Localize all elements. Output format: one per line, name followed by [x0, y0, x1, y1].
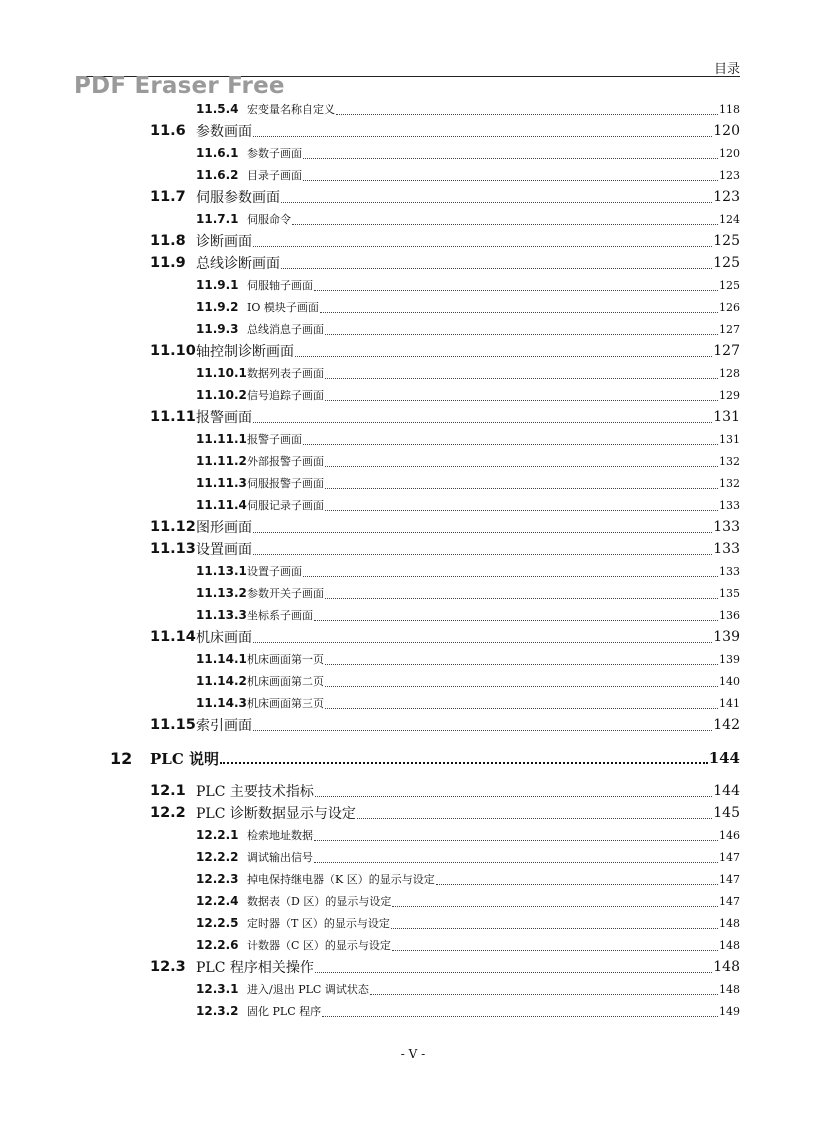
toc-entry-number: 11.6.2	[196, 168, 239, 182]
toc-entry[interactable]	[196, 494, 740, 516]
toc-entry-title: 机床画面第一页	[247, 653, 324, 666]
toc-entry-page: 128	[719, 366, 740, 380]
toc-entry-title: 伺服轴子画面	[247, 279, 313, 292]
toc-entry-number: 12.1	[150, 783, 186, 799]
toc-entry-page: 125	[713, 233, 740, 249]
toc-entry-page: 131	[713, 409, 740, 425]
toc-entry[interactable]	[150, 780, 740, 802]
toc-entry[interactable]	[196, 318, 740, 340]
toc-leader-dots	[253, 554, 712, 555]
toc-entry-number: 11.9.2	[196, 300, 239, 314]
toc-entry[interactable]	[150, 252, 740, 274]
toc-leader-dots	[314, 620, 718, 621]
toc-entry[interactable]	[196, 670, 740, 692]
toc-entry-page: 133	[719, 498, 740, 512]
toc-entry[interactable]	[150, 120, 740, 142]
toc-entry-number: 12.2.2	[196, 850, 239, 864]
toc-leader-dots	[253, 642, 712, 643]
toc-entry-number: 12.2.6	[196, 938, 239, 952]
toc-entry-number: 12	[110, 748, 133, 768]
toc-entry[interactable]	[196, 142, 740, 164]
toc-entry-page: 140	[719, 674, 740, 688]
toc-entry-number: 12.2.4	[196, 894, 239, 908]
toc-entry-page: 125	[713, 255, 740, 271]
toc-entry-number: 11.6.1	[196, 146, 239, 160]
toc-entry[interactable]	[196, 692, 740, 714]
toc-entry-number: 11.9	[150, 255, 186, 271]
toc-leader-dots	[292, 224, 718, 225]
toc-entry-page: 144	[713, 783, 740, 799]
toc-leader-dots	[392, 950, 718, 951]
toc-leader-dots	[253, 246, 712, 247]
toc-entry-page: 124	[719, 212, 740, 226]
toc-entry-number: 11.8	[150, 233, 186, 249]
toc-entry-page: 148	[719, 982, 740, 996]
toc-entry-number: 11.11.2	[196, 454, 247, 468]
toc-leader-dots	[325, 664, 718, 665]
toc-entry-page: 133	[713, 541, 740, 557]
toc-entry-number: 12.2.5	[196, 916, 239, 930]
toc-entry-page: 136	[719, 608, 740, 622]
toc-entry-number: 11.10.1	[196, 366, 247, 380]
toc-leader-dots	[320, 312, 718, 313]
toc-entry-page: 133	[713, 519, 740, 535]
toc-leader-dots	[325, 510, 718, 511]
toc-leader-dots	[253, 730, 712, 731]
toc-entry-number: 11.13.3	[196, 608, 247, 622]
toc-entry-title: 机床画面第二页	[247, 675, 324, 688]
toc-entry-title: 外部报警子画面	[247, 455, 324, 468]
toc-leader-dots	[325, 708, 718, 709]
toc-entry[interactable]	[196, 978, 740, 1000]
toc-entry[interactable]	[196, 164, 740, 186]
toc-leader-dots	[281, 268, 712, 269]
toc-entry[interactable]	[150, 802, 740, 824]
toc-leader-dots	[281, 202, 712, 203]
toc-entry-title: 报警子画面	[247, 433, 302, 446]
toc-entry-number: 11.11	[150, 409, 196, 425]
toc-entry[interactable]	[196, 362, 740, 384]
toc-entry-page: 126	[719, 300, 740, 314]
toc-entry-page: 148	[719, 916, 740, 930]
toc-entry-title: 参数子画面	[247, 147, 302, 160]
toc-entry-title: 机床画面	[196, 630, 252, 646]
toc-entry[interactable]	[196, 98, 740, 120]
toc-leader-dots	[325, 334, 718, 335]
toc-entry[interactable]	[196, 890, 740, 912]
toc-entry-title: PLC 程序相关操作	[196, 960, 314, 976]
toc-entry-title: 进入/退出 PLC 调试状态	[247, 983, 369, 996]
toc-entry-number: 11.6	[150, 123, 186, 139]
header-title: 目录	[713, 62, 740, 77]
toc-entry[interactable]	[110, 747, 740, 769]
toc-entry-number: 11.11.3	[196, 476, 247, 490]
toc-entry[interactable]	[196, 274, 740, 296]
toc-entry[interactable]	[196, 582, 740, 604]
toc-entry-page: 132	[719, 476, 740, 490]
toc-entry-page: 139	[713, 629, 740, 645]
toc-leader-dots	[325, 466, 718, 467]
toc-entry-title: PLC 诊断数据显示与设定	[196, 806, 356, 822]
toc-entry-page: 127	[713, 343, 740, 359]
toc-entry-title: 参数画面	[196, 124, 252, 140]
toc-leader-dots	[315, 796, 712, 797]
toc-entry-title: 索引画面	[196, 718, 252, 734]
toc-entry[interactable]	[150, 538, 740, 560]
toc-entry-title: 伺服参数画面	[196, 190, 280, 206]
toc-leader-dots	[436, 884, 718, 885]
toc-entry-title: 伺服命令	[247, 213, 291, 226]
toc-entry[interactable]	[150, 340, 740, 362]
toc-entry[interactable]	[196, 846, 740, 868]
toc-entry-title: 计数器（C 区）的显示与设定	[247, 939, 391, 952]
toc-entry[interactable]	[196, 868, 740, 890]
toc-entry-page: 120	[719, 146, 740, 160]
toc-entry-title: 检索地址数据	[247, 829, 313, 842]
toc-leader-dots	[303, 576, 718, 577]
toc-entry-title: 数据表（D 区）的显示与设定	[247, 895, 392, 908]
toc-entry[interactable]	[196, 560, 740, 582]
toc-entry-title: 伺服记录子画面	[247, 499, 324, 512]
toc-leader-dots	[314, 862, 718, 863]
toc-entry-number: 11.11.4	[196, 498, 247, 512]
toc-entry[interactable]	[196, 384, 740, 406]
toc-entry-page: 127	[719, 322, 740, 336]
toc-entry-number: 11.5.4	[196, 102, 239, 116]
toc-entry[interactable]	[196, 428, 740, 450]
toc-leader-dots	[303, 158, 718, 159]
toc-leader-dots	[325, 686, 718, 687]
toc-leader-dots	[303, 444, 718, 445]
toc-entry-page: 144	[708, 749, 740, 767]
toc-entry-title: 调试输出信号	[247, 851, 313, 864]
toc-entry-number: 12.2.1	[196, 828, 239, 842]
toc-entry-number: 11.15	[150, 717, 196, 733]
toc-entry-title: 伺服报警子画面	[247, 477, 324, 490]
toc-entry-title: 设置子画面	[247, 565, 302, 578]
toc-leader-dots	[253, 136, 712, 137]
toc-leader-dots	[392, 906, 718, 907]
toc-entry-title: 报警画面	[196, 410, 252, 426]
toc-leader-dots	[391, 928, 718, 929]
toc-entry-page: 146	[719, 828, 740, 842]
toc-leader-dots	[325, 598, 718, 599]
toc-leader-dots	[253, 532, 712, 533]
toc-entry-title: 设置画面	[196, 542, 252, 558]
toc-entry[interactable]	[196, 934, 740, 956]
toc-leader-dots	[314, 290, 718, 291]
toc-entry-title: 总线诊断画面	[196, 256, 280, 272]
watermark-text: PDF Eraser Free	[74, 73, 285, 99]
toc-entry-page: 123	[719, 168, 740, 182]
toc-leader-dots	[303, 180, 718, 181]
toc-entry-number: 11.7.1	[196, 212, 239, 226]
toc-leader-dots	[325, 488, 718, 489]
toc-entry-number: 11.14	[150, 629, 196, 645]
toc-entry-page: 123	[713, 189, 740, 205]
toc-entry-page: 132	[719, 454, 740, 468]
toc-entry[interactable]	[150, 516, 740, 538]
page-number: - V -	[400, 1047, 426, 1061]
toc-entry-title: 固化 PLC 程序	[247, 1005, 322, 1018]
toc-entry-page: 125	[719, 278, 740, 292]
toc-entry-page: 133	[719, 564, 740, 578]
toc-entry[interactable]	[196, 296, 740, 318]
toc-entry[interactable]	[196, 1000, 740, 1022]
toc-entry-number: 12.2	[150, 805, 186, 821]
toc-entry-number: 11.14.1	[196, 652, 247, 666]
toc-entry-page: 129	[719, 388, 740, 402]
toc-entry-title: IO 模块子画面	[247, 301, 319, 314]
toc-leader-dots	[253, 422, 712, 423]
toc-leader-dots	[325, 378, 718, 379]
toc-entry-page: 148	[719, 938, 740, 952]
toc-entry-page: 147	[719, 894, 740, 908]
toc-entry-page: 139	[719, 652, 740, 666]
toc-entry-title: 轴控制诊断画面	[196, 344, 294, 360]
toc-entry-title: 掉电保持继电器（K 区）的显示与设定	[247, 873, 435, 886]
toc-leader-dots	[322, 1016, 718, 1017]
toc-leader-dots	[325, 400, 718, 401]
toc-entry-page: 131	[719, 432, 740, 446]
toc-leader-dots	[370, 994, 718, 995]
toc-entry-page: 148	[713, 959, 740, 975]
toc-entry-number: 11.9.3	[196, 322, 239, 336]
toc-entry-number: 11.9.1	[196, 278, 239, 292]
toc-entry-title: 总线消息子画面	[247, 323, 324, 336]
toc-entry[interactable]	[196, 648, 740, 670]
toc-entry[interactable]	[196, 824, 740, 846]
toc-entry-title: 信号追踪子画面	[247, 389, 324, 402]
toc-entry[interactable]	[196, 912, 740, 934]
toc-entry-number: 12.2.3	[196, 872, 239, 886]
toc-entry-title: 参数开关子画面	[247, 587, 324, 600]
toc-entry-title: 数据列表子画面	[247, 367, 324, 380]
toc-entry-number: 11.10.2	[196, 388, 247, 402]
toc-entry-title: 目录子画面	[247, 169, 302, 182]
toc-entry-page: 149	[719, 1004, 740, 1018]
toc-leader-dots	[315, 972, 712, 973]
toc-leader-dots	[336, 114, 718, 115]
toc-entry[interactable]	[150, 956, 740, 978]
toc-entry-title: 机床画面第三页	[247, 697, 324, 710]
toc-entry[interactable]	[150, 626, 740, 648]
toc-entry-title: PLC 说明	[150, 749, 219, 768]
toc-entry-page: 145	[713, 805, 740, 821]
toc-entry-number: 11.14.2	[196, 674, 247, 688]
toc-entry-number: 11.13.2	[196, 586, 247, 600]
toc-entry-page: 147	[719, 872, 740, 886]
toc-entry-page: 118	[719, 102, 740, 116]
toc-entry-title: 图形画面	[196, 520, 252, 536]
toc-entry[interactable]	[196, 604, 740, 626]
toc-entry-title: 定时器（T 区）的显示与设定	[247, 917, 390, 930]
toc-leader-dots	[220, 762, 708, 764]
toc-entry-title: PLC 主要技术指标	[196, 784, 314, 800]
toc-entry-number: 11.11.1	[196, 432, 247, 446]
toc-entry[interactable]	[150, 714, 740, 736]
toc-entry-number: 11.7	[150, 189, 186, 205]
toc-entry-number: 11.13.1	[196, 564, 247, 578]
toc-entry-title: 坐标系子画面	[247, 609, 313, 622]
toc-entry[interactable]	[150, 406, 740, 428]
toc-entry-number: 12.3	[150, 959, 186, 975]
toc-leader-dots	[357, 818, 712, 819]
toc-entry[interactable]	[196, 208, 740, 230]
toc-entry[interactable]	[196, 450, 740, 472]
toc-leader-dots	[314, 840, 718, 841]
toc-entry-number: 11.12	[150, 519, 196, 535]
toc-entry-number: 12.3.1	[196, 982, 239, 996]
toc-entry-page: 147	[719, 850, 740, 864]
toc-entry-page: 120	[713, 123, 740, 139]
toc-entry-number: 11.10	[150, 343, 196, 359]
toc-entry-number: 11.13	[150, 541, 196, 557]
toc-entry[interactable]	[196, 472, 740, 494]
toc-entry-page: 135	[719, 586, 740, 600]
toc-entry-title: 诊断画面	[196, 234, 252, 250]
toc-leader-dots	[295, 356, 712, 357]
toc-entry-page: 141	[719, 696, 740, 710]
toc-entry-page: 142	[713, 717, 740, 733]
toc-entry[interactable]	[150, 186, 740, 208]
toc-entry-number: 11.14.3	[196, 696, 247, 710]
toc-entry[interactable]	[150, 230, 740, 252]
toc-entry-title: 宏变量名称自定义	[247, 103, 335, 116]
toc-entry-number: 12.3.2	[196, 1004, 239, 1018]
